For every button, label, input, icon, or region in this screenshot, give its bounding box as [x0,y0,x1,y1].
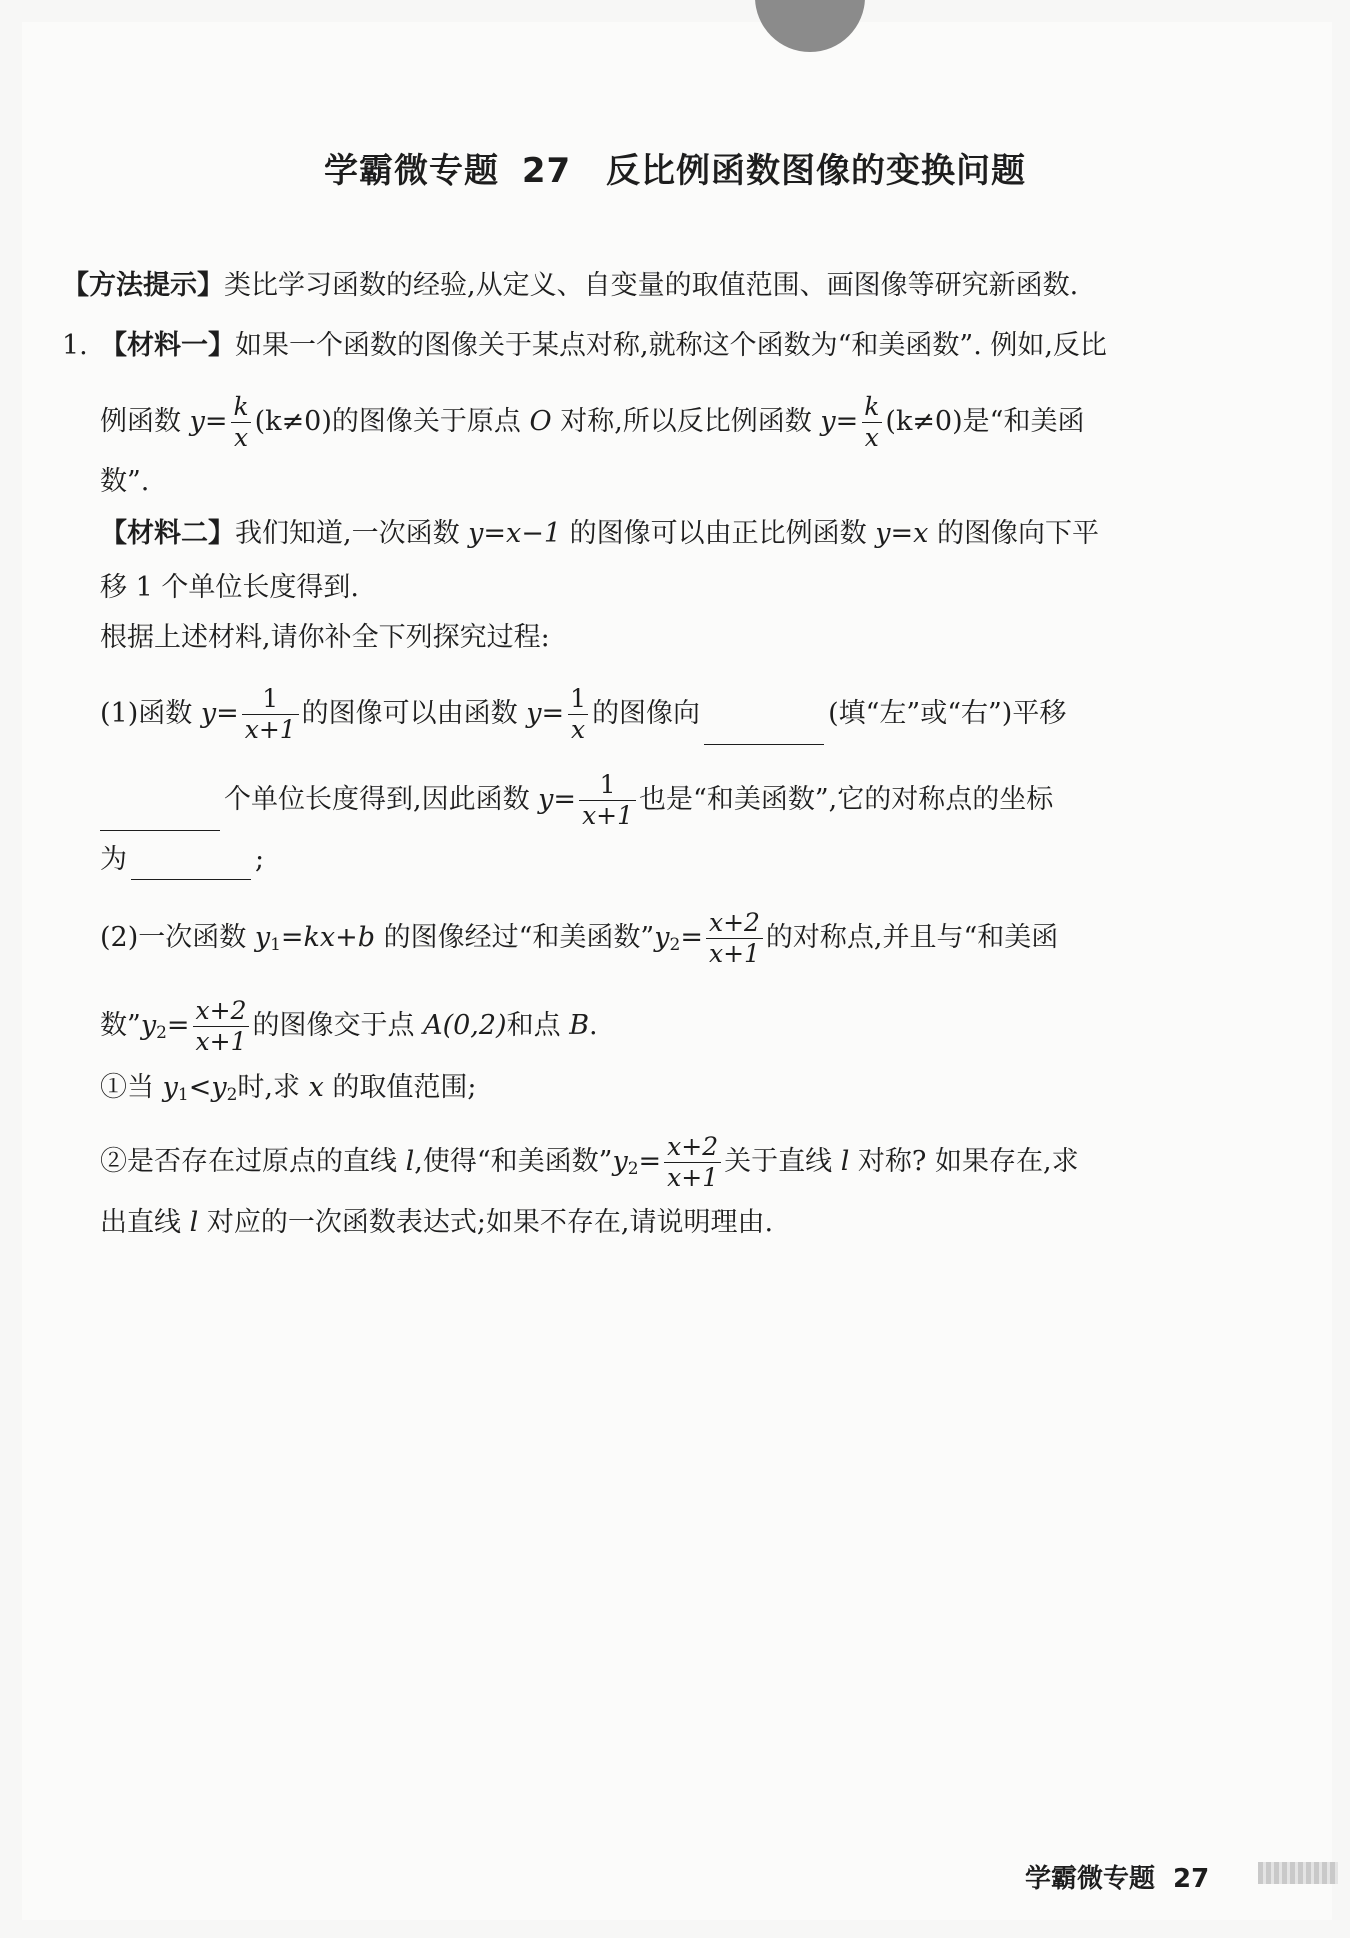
subscript: 1 [270,935,281,955]
text: 也是“和美函数”,它的对称点的坐标 [639,784,1054,815]
part-2-line-1 [100,908,1270,969]
math: x [308,1072,324,1103]
text: 出直线 [100,1207,190,1238]
material-one-line-3: 数”. [100,466,150,497]
title-number: 27 [521,151,572,191]
numerator: x+2 [708,908,760,937]
fraction-1-over-x [567,684,589,745]
fraction-1-over-x-plus-1 [242,684,299,745]
text: . [589,1010,598,1041]
fraction-x-plus-2-over-x-plus-1 [706,908,763,969]
math: y= [538,784,577,815]
math: = [638,1146,662,1177]
denominator: x [568,714,588,745]
text: 对应的一次函数表达式;如果不存在,请说明理由. [198,1207,774,1238]
fraction-x-plus-2-over-x-plus-1 [193,996,250,1057]
text: 的图像经过“和美函数” [375,922,655,953]
math: O [529,406,552,437]
denominator: x+1 [242,714,299,745]
title-topic: 反比例函数图像的变换问题 [606,151,1026,191]
math: y=x [875,518,929,549]
math: y [162,1072,178,1103]
text: 例函数 [100,406,190,437]
footer-decoration-bar [1258,1862,1338,1884]
prompt-line: 根据上述材料,请你补全下列探究过程: [100,622,550,653]
text: 个单位长度得到,因此函数 [224,784,539,815]
footer-label: 学霸微专题 [1025,1864,1156,1894]
text: 的图像向 [592,698,701,729]
denominator: x+1 [579,800,636,831]
math: = [680,922,703,953]
text: 的图像向下平 [928,518,1099,549]
text: 的取值范围; [323,1072,477,1103]
text: 的图像可以由正比例函数 [561,518,876,549]
text [100,1132,1079,1193]
math: l [840,1146,850,1177]
text: (1)函数 [100,698,201,729]
numerator: x+2 [195,996,247,1025]
text [100,770,1053,831]
math: y [211,1072,227,1103]
sub-question-1 [100,1068,477,1115]
part-2-line-2 [100,996,598,1057]
part-1-line-1 [100,684,1270,745]
text: 时,求 [237,1072,309,1103]
page-title [0,143,1350,192]
method-label: 【方法提示】 [62,270,224,301]
answer-blank-distance[interactable] [100,804,220,831]
math: (k≠0) [254,406,332,437]
text: 数” [100,1010,141,1041]
text: 和点 [506,1010,570,1041]
denominator: x+1 [706,938,763,969]
subscript: 2 [156,1023,167,1043]
numerator: k [233,392,249,421]
answer-blank-direction[interactable] [704,718,824,745]
text: ,使得“和美函数” [414,1146,613,1177]
math: l [405,1146,415,1177]
material-one-line-1 [100,326,1107,366]
math: y [254,922,271,953]
math: y= [189,406,228,437]
text [100,392,1084,453]
page-footer [1025,1858,1209,1895]
subscript: 2 [226,1085,238,1105]
math: y [140,1010,157,1041]
math: y= [200,698,239,729]
math: (k≠0) [885,406,963,437]
fraction-k-over-x [230,392,251,453]
text: 是“和美函 [962,406,1085,437]
numerator: k [864,392,880,421]
material-two-label: 【材料二】 [100,518,235,549]
denominator: x [862,422,882,453]
denominator: x+1 [193,1026,250,1057]
text: 为 [100,844,127,875]
math: < [188,1072,212,1103]
text [100,684,1066,745]
math: y [612,1146,628,1177]
text: 我们知道,一次函数 [235,518,469,549]
sub-question-2-line-1 [100,1132,1270,1193]
sub-question-2-line-2 [100,1203,773,1243]
math: B [569,1010,590,1041]
text [100,908,1058,969]
question-number: 1. [62,330,88,361]
math: y= [820,406,859,437]
subscript: 1 [177,1085,189,1105]
math: =kx+b [280,922,376,953]
numerator: 1 [570,684,587,713]
text: 如果一个函数的图像关于某点对称,就称这个函数为“和美函数”. 例如,反比 [235,330,1107,361]
numerator: 1 [599,770,616,799]
text: ①当 [100,1072,163,1103]
numerator: x+2 [667,1132,719,1161]
denominator: x+1 [664,1162,721,1193]
material-two-line-2: 移 1 个单位长度得到. [100,572,359,603]
text: ; [255,844,265,875]
fraction-k-over-x [861,392,882,453]
numerator: 1 [262,684,279,713]
answer-blank-point[interactable] [131,853,251,880]
fraction-1-over-x-plus-1 [579,770,636,831]
title-prefix: 学霸微专题 [323,151,499,191]
text: 的图像关于原点 [331,406,530,437]
text: 对称,所以反比例函数 [551,406,821,437]
page-number: 27 [1173,1864,1210,1894]
text: (2)一次函数 [100,922,255,953]
part-1-line-2 [100,770,1270,831]
material-one-label: 【材料一】 [100,330,235,361]
math: y= [526,698,565,729]
math: l [189,1207,199,1238]
text: 的图像可以由函数 [301,698,527,729]
math: y [654,922,670,953]
subscript: 2 [669,935,681,955]
text: ②是否存在过原点的直线 [100,1146,406,1177]
material-one-line-2 [100,392,1270,453]
subscript: 2 [627,1159,639,1179]
math: y=x−1 [468,518,562,549]
text: 的对称点,并且与“和美函 [765,922,1059,953]
text: 的图像交于点 [252,1010,424,1041]
text: 关于直线 [724,1146,841,1177]
text: (填“左”或“右”)平移 [828,698,1067,729]
math: = [166,1010,190,1041]
text: 对称? 如果存在,求 [849,1146,1079,1177]
part-1-line-3 [100,840,264,880]
method-text: 类比学习函数的经验,从定义、自变量的取值范围、画图像等研究新函数. [224,270,1079,301]
denominator: x [231,422,251,453]
fraction-x-plus-2-over-x-plus-1 [664,1132,721,1193]
math: A(0,2) [423,1010,507,1041]
material-two-line-1 [100,514,1099,554]
method-hint [62,266,1078,306]
page [22,22,1332,1920]
